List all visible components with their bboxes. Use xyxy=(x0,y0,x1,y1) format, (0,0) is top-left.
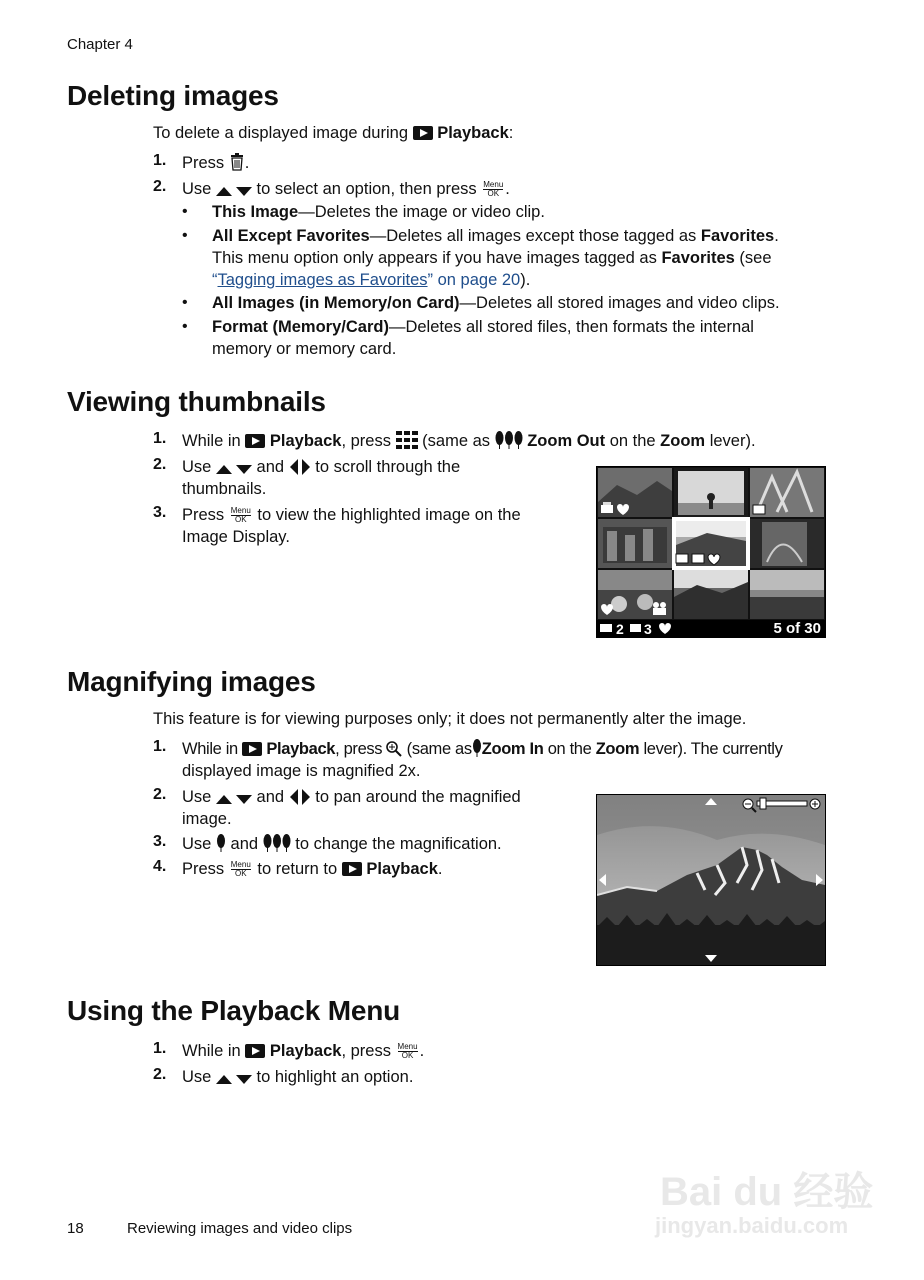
menu-ok-icon: Menu OK xyxy=(230,860,251,878)
delete-option-all-except-favorites: All Except Favorites—Deletes all images except those tagged as Favorites. xyxy=(212,227,779,245)
thumbnails-step-2-line2: thumbnails. xyxy=(182,480,267,498)
footer-title: Reviewing images and video clips xyxy=(127,1220,353,1237)
menu-ok-icon: Menu OK xyxy=(483,180,504,198)
step-number: 1. xyxy=(153,1040,167,1057)
section-title-magnifying: Magnifying images xyxy=(67,666,316,697)
playback-icon xyxy=(245,433,265,449)
bullet: • xyxy=(182,227,188,244)
mountain-image xyxy=(597,795,825,965)
magnifying-step-1-line2: displayed image is magnified 2x. xyxy=(182,762,421,780)
thumbnails-grid-icon xyxy=(396,431,418,449)
magnified-image-screen xyxy=(596,794,826,966)
step-number: 2. xyxy=(153,1066,167,1083)
playback-icon xyxy=(413,125,433,141)
magnifying-step-2: Use and to pan around the magnified xyxy=(182,788,521,806)
zoom-in-tree-icon xyxy=(472,739,482,757)
magnifying-step-1: While in Playback, press (same as Zoom In on the Zoom lever). The currently xyxy=(182,740,783,758)
step-number: 2. xyxy=(153,456,167,473)
step-number: 2. xyxy=(153,786,167,803)
step-number: 2. xyxy=(153,178,167,195)
step-number: 3. xyxy=(153,504,167,521)
up-down-arrows-icon xyxy=(216,463,252,475)
magnify-icon xyxy=(386,741,402,757)
step-number: 3. xyxy=(153,833,167,850)
playback-icon xyxy=(242,741,262,757)
up-down-arrows-icon xyxy=(216,793,252,805)
delete-option-all-images: All Images (in Memory/on Card)—Deletes all stored images and video clips. xyxy=(212,294,780,312)
thumbnails-step-1: While in Playback, press (same as Zoom Out on the Zoom lever). xyxy=(182,432,756,450)
page-number: 18 xyxy=(67,1220,84,1237)
print-count-icon xyxy=(600,624,612,632)
left-right-arrows-icon xyxy=(289,789,311,805)
thumbnails-step-3-line2: Image Display. xyxy=(182,528,290,546)
left-right-arrows-icon xyxy=(289,459,311,475)
zoom-out-trees-icon xyxy=(495,431,523,449)
deleting-step-2: Use to select an option, then press Menu OK . xyxy=(182,180,510,198)
bullet: • xyxy=(182,318,188,335)
bullet: • xyxy=(182,294,188,311)
step-number: 1. xyxy=(153,430,167,447)
print-count: 2 xyxy=(616,621,624,637)
section-title-deleting: Deleting images xyxy=(67,80,279,111)
step-number: 1. xyxy=(153,738,167,755)
bullet: • xyxy=(182,203,188,220)
menu-ok-icon: Menu OK xyxy=(230,506,251,524)
deleting-step-1: Press . xyxy=(182,154,250,172)
playback-icon xyxy=(245,1043,265,1059)
mail-count: 3 xyxy=(644,621,652,637)
watermark-logo: Bai du 经验 xyxy=(660,1170,874,1214)
playback-icon xyxy=(342,861,362,877)
delete-option-format-line2: memory or memory card. xyxy=(212,340,397,358)
zoom-out-trees-icon xyxy=(263,834,291,852)
playback-menu-step-1: While in Playback, press Menu OK . xyxy=(182,1042,425,1060)
magnifying-step-3: Use and to change the magnification. xyxy=(182,835,502,853)
delete-option-format: Format (Memory/Card)—Deletes all stored files, then formats the internal xyxy=(212,318,754,336)
delete-option-this-image: This Image—Deletes the image or video clip. xyxy=(212,203,545,221)
zoom-in-tree-icon xyxy=(216,834,226,852)
mail-count-icon xyxy=(630,624,641,632)
favorites-link[interactable]: “Tagging images as Favorites” on page 20). xyxy=(212,271,531,289)
deleting-intro: To delete a displayed image during Playback: xyxy=(153,124,514,142)
up-down-arrows-icon xyxy=(216,1073,252,1085)
thumbnails-screen xyxy=(596,466,826,638)
up-down-arrows-icon xyxy=(216,185,252,197)
step-number: 1. xyxy=(153,152,167,169)
thumbnails-grid-image xyxy=(597,467,825,637)
playback-menu-step-2: Use to highlight an option. xyxy=(182,1068,414,1086)
mail-icon xyxy=(753,505,765,514)
menu-ok-icon: Menu OK xyxy=(397,1042,418,1060)
magnifying-step-2-line2: image. xyxy=(182,810,232,828)
magnifying-intro: This feature is for viewing purposes only; it does not permanently alter the image. xyxy=(153,710,747,728)
watermark-url: jingyan.baidu.com xyxy=(655,1213,849,1238)
step-number: 4. xyxy=(153,858,167,875)
magnifying-step-4: Press Menu OK to return to Playback. xyxy=(182,860,443,878)
section-title-thumbnails: Viewing thumbnails xyxy=(67,386,326,417)
section-title-playback-menu: Using the Playback Menu xyxy=(67,995,401,1026)
image-position: 5 of 30 xyxy=(773,620,821,637)
chapter-label: Chapter 4 xyxy=(67,36,133,53)
thumbnails-step-3: Press Menu OK to view the highlighted image on the xyxy=(182,506,521,524)
thumbnails-step-2: Use and to scroll through the xyxy=(182,458,461,476)
delete-option-note: This menu option only appears if you have images tagged as Favorites (see xyxy=(212,249,772,267)
trash-icon xyxy=(229,153,245,171)
